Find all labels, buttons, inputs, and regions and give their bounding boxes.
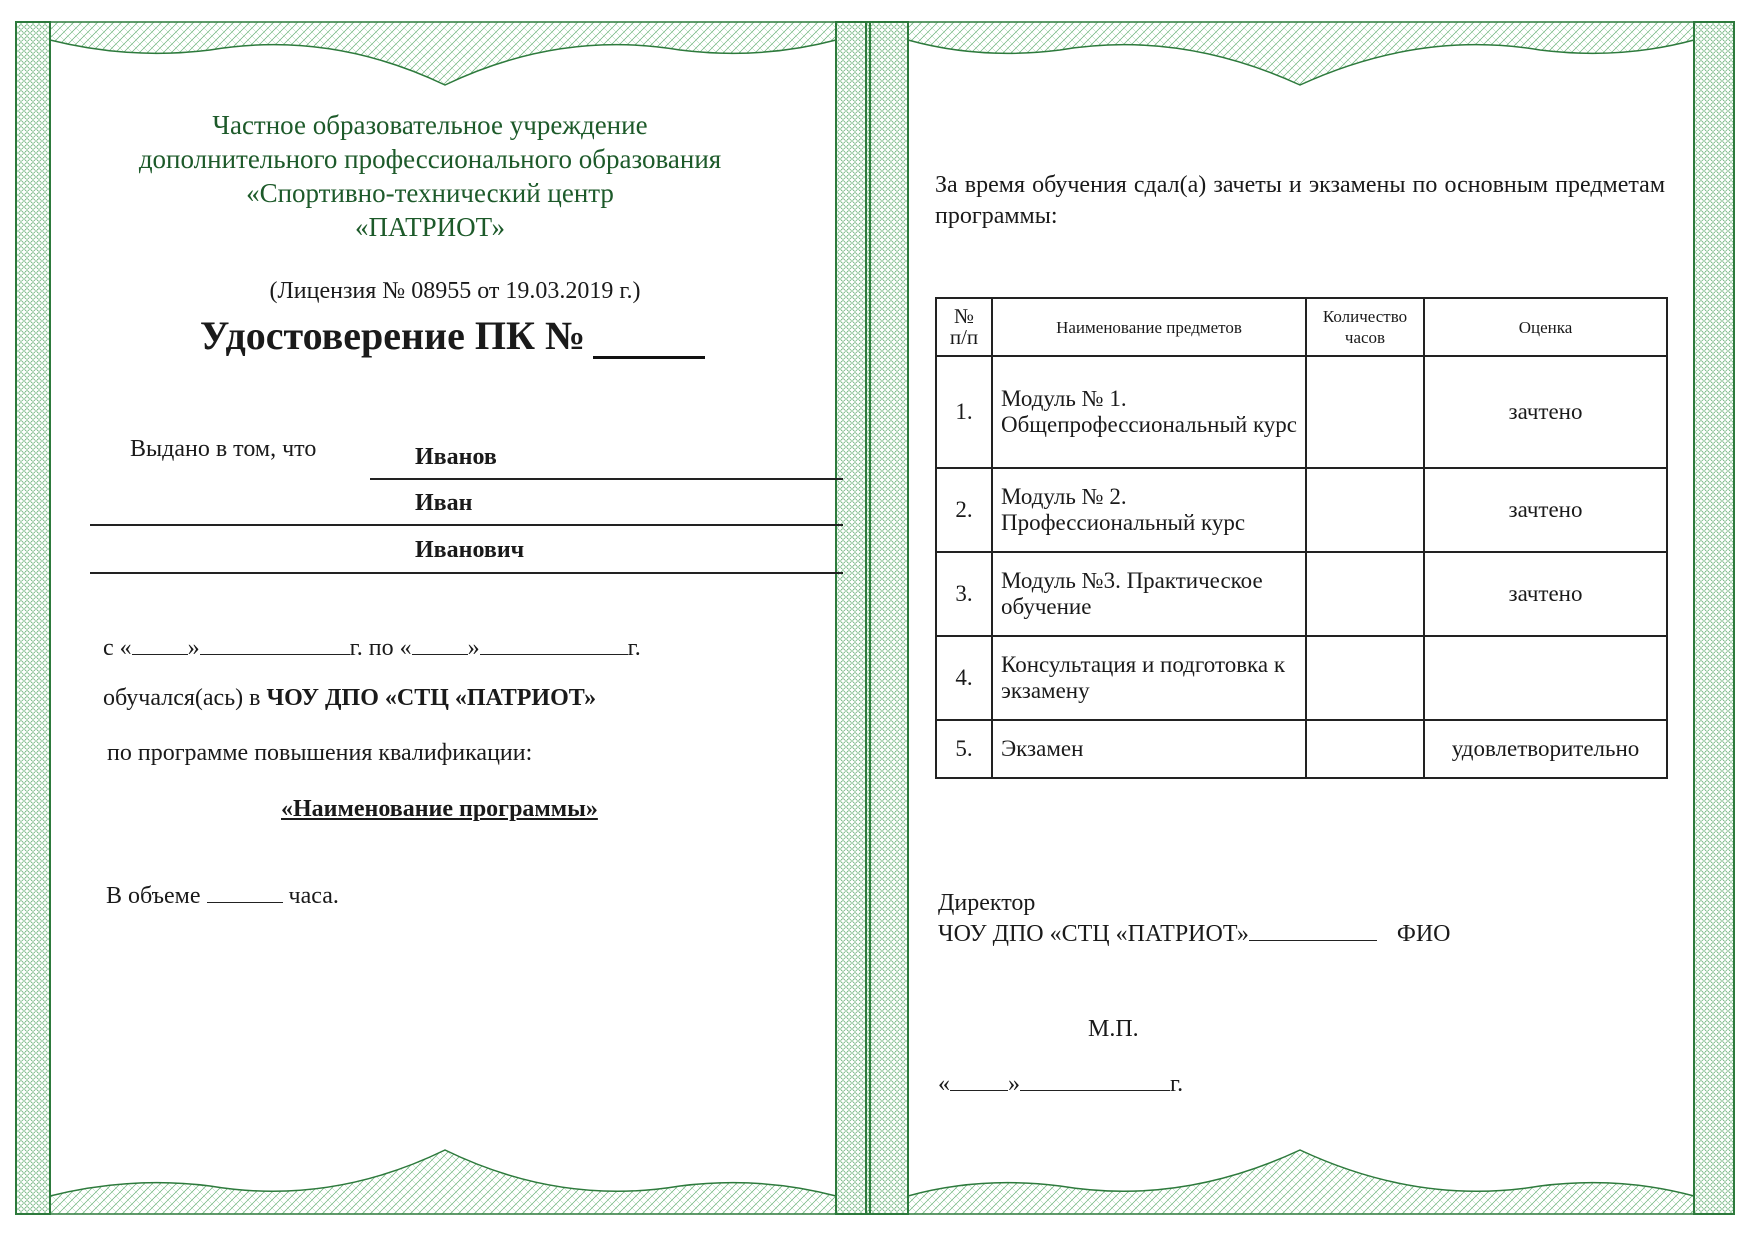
volume-suffix: часа.: [288, 883, 339, 909]
row-hours: [1306, 720, 1424, 778]
period-from-prefix: с «: [103, 635, 132, 661]
signature-org: ЧОУ ДПО «СТЦ «ПАТРИОТ»: [938, 921, 1249, 947]
row-hours: [1306, 468, 1424, 552]
to-day-blank: [412, 632, 468, 655]
director-label: Директор: [938, 890, 1036, 916]
date-month-blank: [1020, 1068, 1170, 1091]
header-hours: Количество часов: [1306, 298, 1424, 356]
last-name-line: [370, 478, 843, 480]
row-grade: зачтено: [1424, 552, 1667, 636]
row-grade: [1424, 636, 1667, 720]
license-info: (Лицензия № 08955 от 19.03.2019 г.): [269, 278, 641, 304]
date-open: «: [938, 1071, 950, 1097]
date-day-blank: [950, 1068, 1008, 1091]
period-to-close: »: [467, 635, 480, 661]
table-row: [936, 720, 1667, 778]
signature-fio: ФИО: [1396, 921, 1451, 947]
institution-name: ЧОУ ДПО «СТЦ «ПАТРИОТ»: [266, 685, 597, 711]
study-period: [103, 632, 641, 662]
table-row: [936, 356, 1667, 468]
row-hours: [1306, 636, 1424, 720]
from-month-blank: [200, 632, 350, 655]
recipient-last-name: Иванов: [415, 444, 497, 470]
row-num: 2.: [936, 468, 992, 552]
row-subject: Консультация и подготовка к экзамену: [992, 636, 1306, 720]
stamp-place: М.П.: [1088, 1016, 1139, 1042]
org-line-2: дополнительного профессионального образования: [138, 144, 722, 174]
header-num: № п/п: [936, 298, 992, 356]
signature-line: [938, 918, 1451, 948]
period-from-year: г. по «: [349, 635, 412, 661]
program-name: «Наименование программы»: [281, 796, 598, 822]
row-subject: Модуль № 2. Профессиональный курс: [992, 468, 1306, 552]
grades-table: [935, 297, 1668, 779]
row-grade: зачтено: [1424, 468, 1667, 552]
row-num: 4.: [936, 636, 992, 720]
signature-blank: [1249, 918, 1377, 941]
to-month-blank: [480, 632, 628, 655]
row-subject: Модуль № 1. Общепрофессиональный курс: [992, 356, 1306, 468]
row-grade: зачтено: [1424, 356, 1667, 468]
header-subject: Наименование предметов: [992, 298, 1306, 356]
volume: [106, 880, 339, 910]
recipient-first-name: Иван: [415, 490, 473, 516]
table-row: [936, 552, 1667, 636]
row-grade: удовлетворительно: [1424, 720, 1667, 778]
row-num: 3.: [936, 552, 992, 636]
date-close: »: [1008, 1071, 1020, 1097]
row-num: 5.: [936, 720, 992, 778]
certificate-title-text: Удостоверение ПК №: [200, 313, 586, 358]
certificate-title: [200, 312, 705, 359]
org-line-4: «ПАТРИОТ»: [355, 212, 505, 242]
date-year: г.: [1170, 1071, 1184, 1097]
row-subject: Экзамен: [992, 720, 1306, 778]
studied-at: [103, 685, 596, 712]
organization-header: [80, 108, 780, 244]
header-grade: Оценка: [1424, 298, 1667, 356]
row-hours: [1306, 552, 1424, 636]
program-label: по программе повышения квалификации:: [107, 740, 533, 766]
volume-prefix: В объеме: [106, 883, 201, 909]
volume-hours-blank: [207, 880, 283, 903]
recipient-patronymic: Иванович: [415, 537, 525, 563]
org-line-1: Частное образовательное учреждение: [212, 110, 648, 140]
first-name-line: [90, 524, 843, 526]
period-from-close: »: [187, 635, 200, 661]
patronymic-line: [90, 572, 843, 574]
studied-label: обучался(ась) в: [103, 685, 261, 711]
org-line-3: «Спортивно-технический центр: [246, 178, 614, 208]
exams-intro: За время обучения сдал(а) зачеты и экзамены по основным предметам программы:: [935, 172, 1665, 229]
table-header-row: [936, 298, 1667, 356]
certificate-number-blank: [593, 322, 705, 359]
table-row: [936, 468, 1667, 552]
period-to-year: г.: [627, 635, 641, 661]
signature-date: [938, 1068, 1183, 1098]
row-subject: Модуль №3. Практическое обучение: [992, 552, 1306, 636]
row-hours: [1306, 356, 1424, 468]
row-num: 1.: [936, 356, 992, 468]
table-row: [936, 636, 1667, 720]
issued-label: Выдано в том, что: [130, 436, 317, 462]
from-day-blank: [132, 632, 188, 655]
